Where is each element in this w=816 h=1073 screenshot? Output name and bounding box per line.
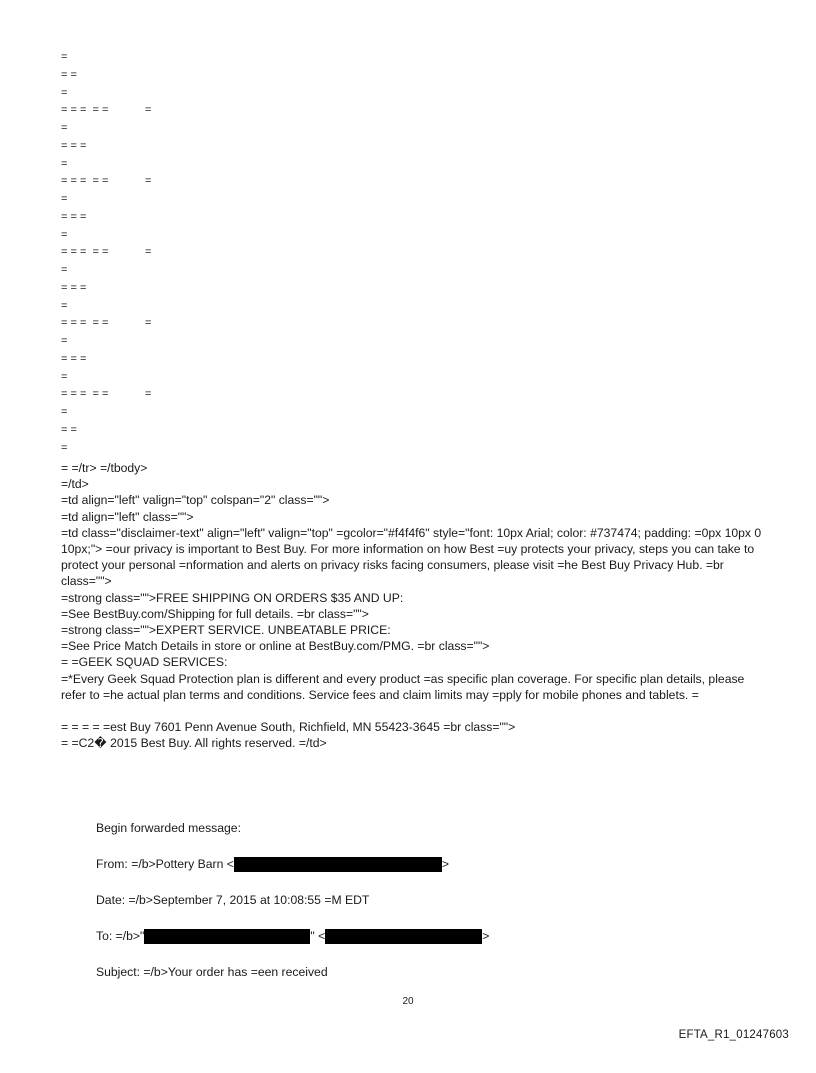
equals-right: = [145,317,152,330]
text-line: = =/tr> =/tbody> [61,461,148,475]
equals-left: = = = = = [61,246,109,259]
equals-line [61,422,108,440]
equals-left: = [61,299,68,312]
disclaimer-paragraph: =td class="disclaimer-text" align="left" valign="top" =gcolor="#f4f4f6" style="font: 10px Arial; color: #737474; padding: =0px 10px 0 10px;"> =our privacy is important to Best Buy. For more information on how Best =uy protects your privacy, steps you can take to protect your personal =nformation and alerts on privacy risks facing consumers, please visit =he Best Buy Privacy Hub. =br class=""> [61,525,762,589]
equals-line [61,67,108,85]
equals-line [61,138,108,156]
equals-line [61,333,108,351]
equals-line [61,102,152,120]
forwarded-message-header [96,820,489,1000]
equals-line [61,173,152,191]
equals-left: = = = = = [61,317,109,330]
equals-line [61,49,108,67]
forwarded-from: From: =/b>Pottery Barn < > [96,857,449,871]
page-number: 20 [402,996,414,1007]
blank-line [61,703,771,719]
text-line: = =GEEK SQUAD SERVICES: [61,655,228,670]
equals-left: = = = = = [61,388,109,401]
equals-left: = = = [61,139,87,152]
text-line: =strong class="">EXPERT SERVICE. UNBEATABLE PRICE: [61,623,391,638]
equals-line [61,351,108,369]
equals-left: = = = [61,210,87,223]
equals-right: = [145,104,152,117]
equals-right: = [145,175,152,188]
equals-left: = [61,51,68,63]
equals-line [61,315,152,333]
equals-line [61,156,108,174]
equals-left: = [61,406,68,418]
equals-left: = [61,122,68,134]
text-line: =/td> [61,477,89,492]
equals-left: = [61,228,68,241]
text-line: =td align="left" valign="top" colspan="2" class=""> [61,493,330,508]
text-line: =See BestBuy.com/Shipping for full details. =br class=""> [61,606,369,621]
redaction-bar [234,857,442,872]
equals-line [61,191,108,209]
equals-line [61,298,108,316]
equals-left: = [61,157,68,170]
equals-left: = [61,441,68,454]
equals-line [61,369,108,387]
forwarded-date: Date: =/b>September 7, 2015 at 10:08:55 =M EDT [96,893,370,907]
equals-line [61,227,108,245]
equals-left: = = = [61,352,87,365]
equals-line [61,262,108,280]
equals-left: = = [61,423,77,436]
equals-line [61,404,108,422]
equals-left: = [61,335,68,347]
redaction-bar [325,929,482,944]
text-line: =See Price Match Details in store or online at BestBuy.com/PMG. =br class=""> [61,639,490,654]
equals-left: = = = [61,281,87,294]
text-line: =td align="left" class=""> [61,509,194,524]
geek-squad-paragraph: =*Every Geek Squad Protection plan is different and every product =as specific plan coverage. For specific plan details, please refer to =he actual plan terms and conditions. Service fees and claim limits may =pply for mobile phones and tablets. = [61,671,745,702]
equals-left: = [61,86,68,99]
equals-line [61,209,108,227]
equals-line [61,85,108,103]
bates-number: EFTA_R1_01247603 [678,1029,789,1041]
email-html-source-text [61,460,771,751]
forwarded-begin: Begin forwarded message: [96,821,241,835]
equals-left: = = [61,68,77,81]
equals-line [61,440,108,458]
equals-line [61,120,108,138]
copyright-line: = =C2� 2015 Best Buy. All rights reserved. =/td> [61,736,327,751]
equals-line [61,386,152,404]
equals-left: = [61,193,68,205]
equals-sign-block [61,49,152,457]
forwarded-subject: Subject: =/b>Your order has =een received [96,965,328,979]
equals-left: = = = = = [61,104,109,117]
equals-left: = [61,370,68,383]
equals-left: = = = = = [61,175,109,188]
equals-left: = [61,264,68,276]
equals-right: = [145,388,152,401]
text-line: =strong class="">FREE SHIPPING ON ORDERS $35 AND UP: [61,590,404,605]
forwarded-to: To: =/b>" " < > [96,929,490,943]
address-line: = = = = =est Buy 7601 Penn Avenue South, Richfield, MN 55423-3645 =br class=""> [61,720,516,735]
redaction-bar [144,929,310,944]
equals-line [61,244,152,262]
equals-line [61,280,108,298]
equals-right: = [145,246,152,259]
